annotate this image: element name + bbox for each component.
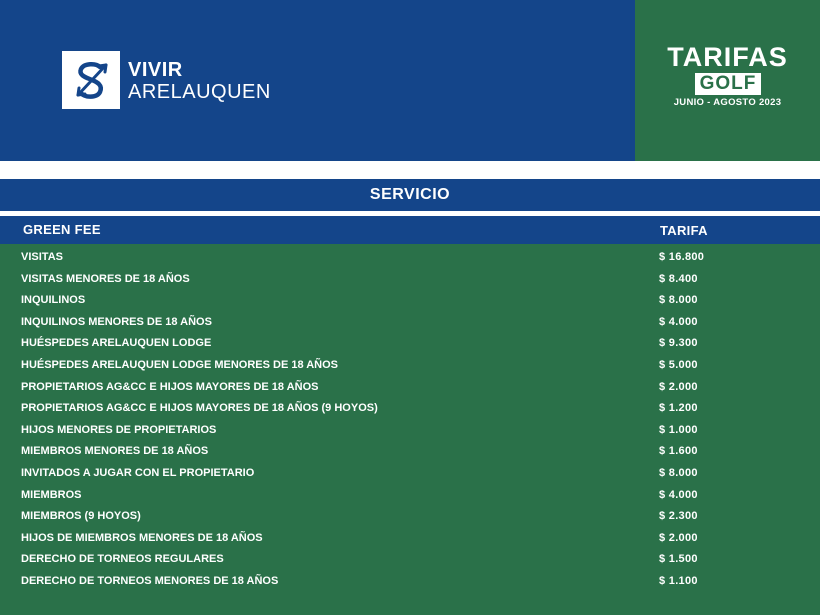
service-name: HIJOS DE MIEMBROS MENORES DE 18 AÑOS — [21, 531, 263, 544]
service-name: VISITAS — [21, 251, 63, 263]
service-price: $ 2.000 — [659, 531, 698, 544]
brand-line-1: VIVIR — [128, 59, 183, 81]
table-row — [0, 247, 820, 269]
table-row — [0, 420, 820, 442]
service-name: PROPIETARIOS AG&CC E HIJOS MAYORES DE 18 AÑOS — [21, 380, 319, 393]
brand-name — [128, 59, 271, 103]
service-name: INQUILINOS — [21, 294, 86, 307]
service-price: $ 5.000 — [659, 359, 698, 371]
table-row — [0, 506, 820, 528]
s-arrows-logo-icon — [62, 51, 120, 109]
service-price: $ 4.000 — [659, 315, 698, 328]
service-name: HUÉSPEDES ARELAUQUEN LODGE — [21, 337, 212, 350]
service-name: PROPIETARIOS AG&CC E HIJOS MAYORES DE 18 AÑOS (9 HOYOS) — [21, 402, 378, 415]
service-price: $ 8.000 — [659, 467, 698, 479]
category-badge: GOLF — [695, 73, 761, 95]
service-price: $ 16.800 — [659, 251, 705, 263]
header-brand-panel — [0, 0, 635, 161]
table-row — [0, 485, 820, 507]
service-price: $ 1.200 — [659, 402, 698, 415]
service-name: MIEMBROS — [21, 488, 82, 501]
table-row — [0, 463, 820, 485]
service-price: $ 2.000 — [659, 380, 698, 393]
table-row — [0, 441, 820, 463]
table-row — [0, 549, 820, 571]
table-row — [0, 355, 820, 377]
service-name: HUÉSPEDES ARELAUQUEN LODGE MENORES DE 18 AÑOS — [21, 359, 339, 371]
brand-line-2: ARELAUQUEN — [128, 81, 271, 103]
table-row — [0, 290, 820, 312]
table-header — [0, 216, 820, 244]
header-title-panel — [635, 0, 820, 161]
service-price: $ 2.300 — [659, 510, 698, 523]
service-name: MIEMBROS MENORES DE 18 AÑOS — [21, 445, 209, 458]
service-price: $ 1.000 — [659, 423, 698, 436]
column-header-service: GREEN FEE — [23, 222, 101, 237]
table-row — [0, 333, 820, 355]
service-name: DERECHO DE TORNEOS REGULARES — [21, 553, 224, 566]
service-name: HIJOS MENORES DE PROPIETARIOS — [21, 423, 217, 436]
service-name: MIEMBROS (9 HOYOS) — [21, 510, 141, 523]
table-row — [0, 528, 820, 550]
service-name: DERECHO DE TORNEOS MENORES DE 18 AÑOS — [21, 575, 279, 587]
service-price: $ 1.600 — [659, 445, 698, 458]
service-name: INVITADOS A JUGAR CON EL PROPIETARIO — [21, 467, 255, 479]
page-title: TARIFAS — [667, 42, 788, 72]
service-price: $ 4.000 — [659, 488, 698, 501]
table-row — [0, 571, 820, 593]
period-label: JUNIO - AGOSTO 2023 — [673, 97, 782, 108]
column-header-price: TARIFA — [660, 223, 708, 238]
rates-table — [0, 244, 820, 615]
service-name: INQUILINOS MENORES DE 18 AÑOS — [21, 315, 212, 328]
service-price: $ 9.300 — [659, 337, 698, 350]
service-price: $ 8.000 — [659, 294, 698, 307]
table-row — [0, 398, 820, 420]
service-price: $ 8.400 — [659, 272, 698, 285]
table-row — [0, 377, 820, 399]
section-title: SERVICIO — [0, 179, 820, 211]
table-row — [0, 269, 820, 291]
table-row — [0, 312, 820, 334]
service-price: $ 1.500 — [659, 553, 698, 566]
service-price: $ 1.100 — [659, 575, 698, 587]
service-name: VISITAS MENORES DE 18 AÑOS — [21, 272, 190, 285]
